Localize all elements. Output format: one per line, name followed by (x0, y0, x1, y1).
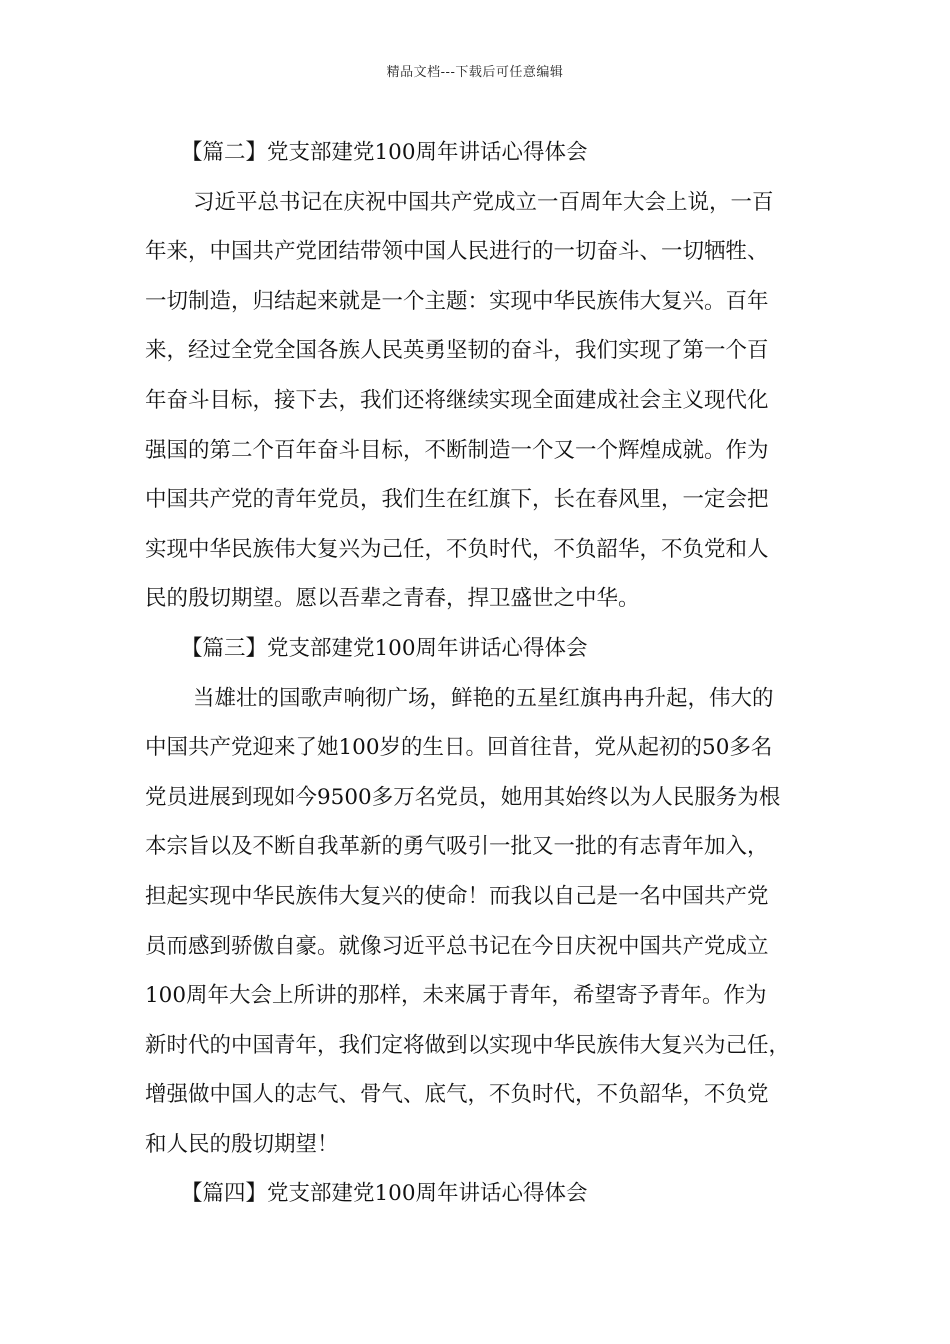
paragraph-line: 民的殷切期望。愿以吾辈之青春，捍卫盛世之中华。 (145, 586, 640, 612)
paragraph-line: 100周年大会上所讲的那样，未来属于青年，希望寄予青年。作为 (145, 983, 767, 1009)
paragraph-line: 当雄壮的国歌声响彻广场，鲜艳的五星红旗冉冉升起，伟大的 (193, 685, 774, 711)
section-pian-er (145, 128, 807, 624)
paragraph-line: 实现中华民族伟大复兴为己任，不负时代，不负韶华，不负党和人 (145, 536, 769, 562)
paragraph-line: 强国的第二个百年奋斗目标，不断制造一个又一个辉煌成就。作为 (145, 437, 769, 463)
section-title: 【篇三】党支部建党100周年讲话心得体会 (181, 635, 588, 661)
paragraph-line: 本宗旨以及不断自我革新的勇气吸引一批又一批的有志青年加入， (145, 834, 769, 860)
paragraph-line: 来，经过全党全国各族人民英勇坚韧的奋斗，我们实现了第一个百 (145, 338, 769, 364)
section-pian-si (145, 1169, 807, 1219)
section-title: 【篇二】党支部建党100周年讲话心得体会 (181, 140, 588, 165)
paragraph-line: 中国共产党迎来了她100岁的生日。回首往昔，党从起初的50多名 (145, 735, 773, 761)
paragraph-line: 担起实现中华民族伟大复兴的使命！而我以自己是一名中国共产党 (145, 883, 769, 909)
section-pian-san (145, 624, 807, 1170)
document-body (145, 128, 807, 1219)
paragraph-line: 一切制造，归结起来就是一个主题：实现中华民族伟大复兴。百年 (145, 288, 769, 314)
paragraph-line: 和人民的殷切期望！ (145, 1131, 339, 1157)
section-title: 【篇四】党支部建党100周年讲话心得体会 (181, 1181, 588, 1207)
paragraph-line: 增强做中国人的志气、骨气、底气，不负时代，不负韶华，不负党 (145, 1082, 769, 1108)
page-header: 精品文档---下载后可任意编辑 (386, 65, 564, 80)
paragraph-line: 员而感到骄傲自豪。就像习近平总书记在今日庆祝中国共产党成立 (145, 933, 769, 959)
paragraph-line: 党员进展到现如今9500多万名党员，她用其始终以为人民服务为根 (145, 784, 781, 810)
paragraph-line: 新时代的中国青年，我们定将做到以实现中华民族伟大复兴为己任， (145, 1032, 791, 1058)
paragraph-line: 年奋斗目标，接下去，我们还将继续实现全面建成社会主义现代化 (145, 387, 769, 413)
paragraph-line: 年来，中国共产党团结带领中国人民进行的一切奋斗、一切牺牲、 (145, 239, 769, 265)
paragraph-line: 中国共产党的青年党员，我们生在红旗下，长在春风里，一定会把 (145, 487, 769, 513)
paragraph-line: 习近平总书记在庆祝中国共产党成立一百周年大会上说，一百 (193, 189, 774, 215)
